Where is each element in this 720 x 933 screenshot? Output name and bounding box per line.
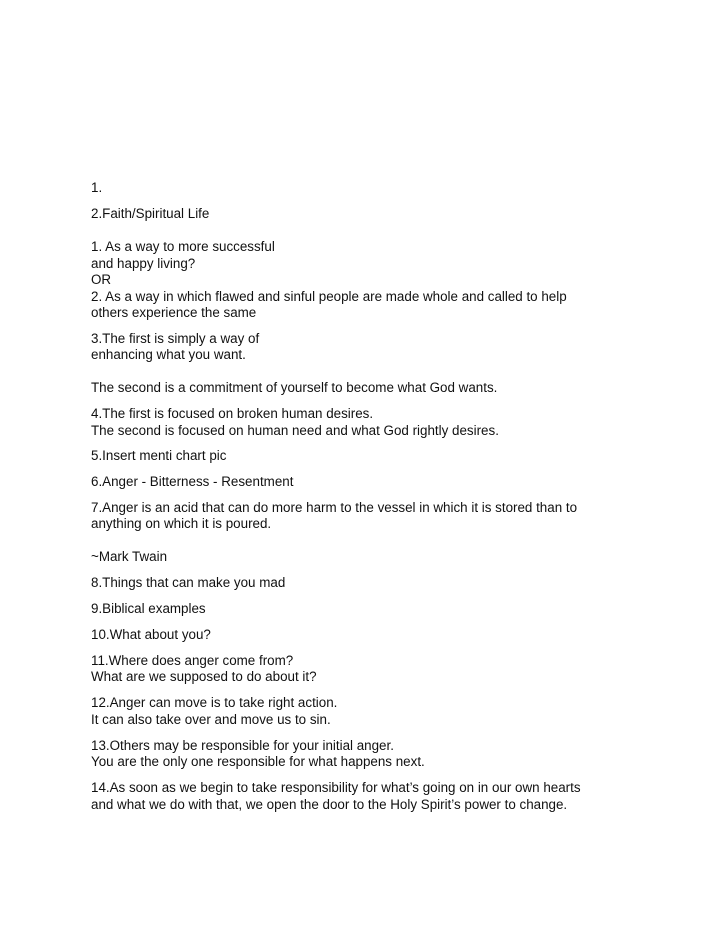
text-line: others experience the same: [91, 305, 257, 320]
text-line: 3.The first is simply a way of: [91, 331, 260, 346]
text-line: enhancing what you want.: [91, 347, 246, 362]
text-line: 1.: [91, 180, 103, 195]
text-line: It can also take over and move us to sin.: [91, 712, 331, 727]
text-line: The second is a commitment of yourself to become what God wants.: [91, 380, 498, 395]
text-line: 13.Others may be responsible for your initial anger.: [91, 738, 394, 753]
text-line: 10.What about you?: [91, 627, 211, 642]
text-line: 5.Insert menti chart pic: [91, 448, 227, 463]
text-line: You are the only one responsible for what happens next.: [91, 754, 425, 769]
text-line: 14.As soon as we begin to take responsibility for what’s going on in our own hearts: [91, 780, 581, 795]
text-line: OR: [91, 272, 112, 287]
text-line: 6.Anger - Bitterness - Resentment: [91, 474, 294, 489]
text-line: 4.The first is focused on broken human desires.: [91, 406, 374, 421]
text-line: 1. As a way to more successful: [91, 239, 275, 254]
text-line: What are we supposed to do about it?: [91, 669, 317, 684]
text-line: ~Mark Twain: [91, 549, 168, 564]
text-line: 11.Where does anger come from?: [91, 653, 294, 668]
text-line: anything on which it is poured.: [91, 516, 272, 531]
text-line: 12.Anger can move is to take right action.: [91, 695, 338, 710]
text-line: 9.Biblical examples: [91, 601, 206, 616]
text-line: and what we do with that, we open the door to the Holy Spirit’s power to change.: [91, 797, 568, 812]
text-line: The second is focused on human need and what God rightly desires.: [91, 423, 499, 438]
text-line: 2. As a way in which flawed and sinful people are made whole and called to help: [91, 289, 567, 304]
text-line: and happy living?: [91, 256, 196, 271]
text-line: 7.Anger is an acid that can do more harm to the vessel in which it is stored than to: [91, 500, 578, 515]
text-line: 8.Things that can make you mad: [91, 575, 286, 590]
text-line: 2.Faith/Spiritual Life: [91, 206, 210, 221]
